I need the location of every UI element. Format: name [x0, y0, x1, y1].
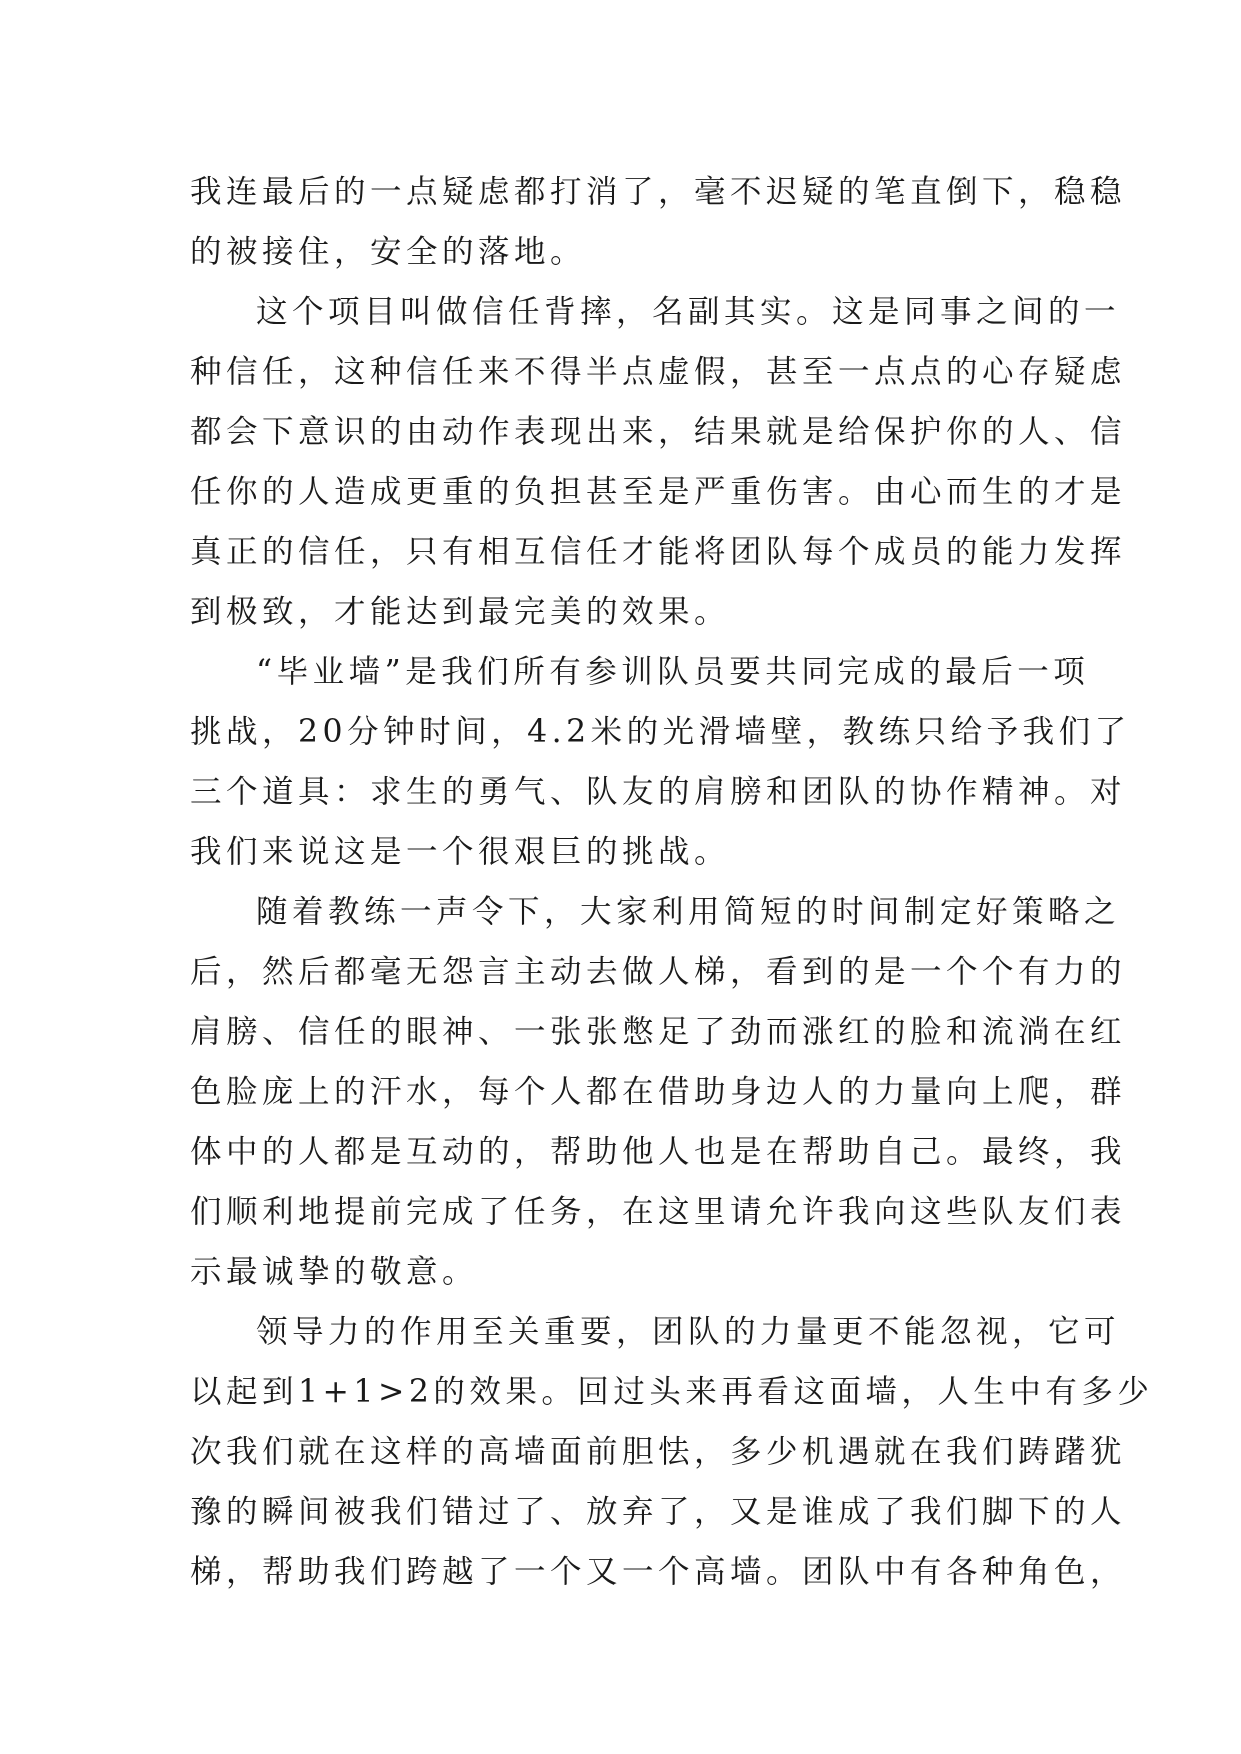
text-line: 们顺利地提前完成了任务，在这里请允许我向这些队友们表	[190, 1194, 1127, 1230]
text-line: 肩膀、信任的眼神、一张张憋足了劲而涨红的脸和流淌在红	[190, 1014, 1127, 1050]
text-line: 豫的瞬间被我们错过了、放弃了，又是谁成了我们脚下的人	[190, 1494, 1127, 1530]
paragraph-start-line: 这个项目叫做信任背摔，名副其实。这是同事之间的一	[256, 294, 1121, 330]
text-line: 三个道具：求生的勇气、队友的肩膀和团队的协作精神。对	[190, 774, 1127, 810]
text-line: 我连最后的一点疑虑都打消了，毫不迟疑的笔直倒下，稳稳	[190, 174, 1127, 210]
text-line: 任你的人造成更重的负担甚至是严重伤害。由心而生的才是	[190, 474, 1127, 510]
text-line: 真正的信任，只有相互信任才能将团队每个成员的能力发挥	[190, 534, 1127, 570]
text-line: 我们来说这是一个很艰巨的挑战。	[190, 834, 731, 870]
text-line: 体中的人都是互动的，帮助他人也是在帮助自己。最终，我	[190, 1134, 1127, 1170]
text-line: 以起到1+1>2的效果。回过头来再看这面墙，人生中有多少	[190, 1374, 1154, 1410]
text-line: 示最诚挚的敬意。	[190, 1254, 479, 1290]
text-line: 挑战，20分钟时间，4.2米的光滑墙壁，教练只给予我们了	[190, 714, 1131, 750]
text-line: 的被接住，安全的落地。	[190, 234, 587, 270]
paragraph-start-line: “毕业墙”是我们所有参训队员要共同完成的最后一项	[256, 654, 1090, 690]
text-line: 到极致，才能达到最完美的效果。	[190, 594, 731, 630]
text-line: 后，然后都毫无怨言主动去做人梯，看到的是一个个有力的	[190, 954, 1127, 990]
text-line: 梯，帮助我们跨越了一个又一个高墙。团队中有各种角色，	[190, 1554, 1127, 1590]
text-line: 都会下意识的由动作表现出来，结果就是给保护你的人、信	[190, 414, 1127, 450]
document-body	[190, 162, 1154, 1602]
paragraph-start-line: 随着教练一声令下，大家利用简短的时间制定好策略之	[256, 894, 1121, 930]
text-line: 种信任，这种信任来不得半点虚假，甚至一点点的心存疑虑	[190, 354, 1127, 390]
paragraph-start-line: 领导力的作用至关重要，团队的力量更不能忽视，它可	[256, 1314, 1121, 1350]
text-line: 次我们就在这样的高墙面前胆怯，多少机遇就在我们踌躇犹	[190, 1434, 1127, 1470]
text-line: 色脸庞上的汗水，每个人都在借助身边人的力量向上爬，群	[190, 1074, 1127, 1110]
